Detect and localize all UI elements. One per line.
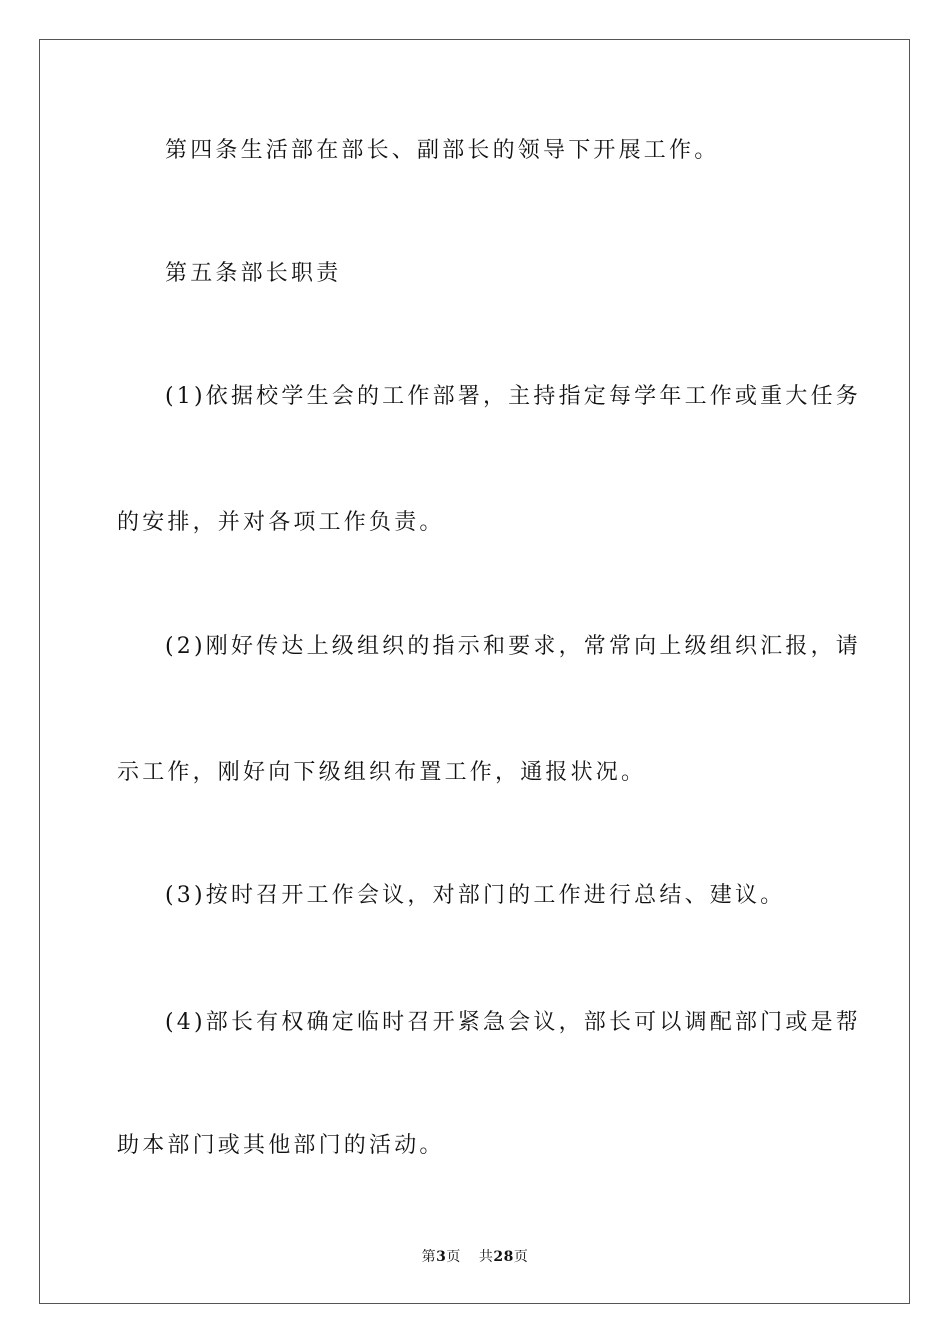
duty-2-line-2: 示工作，刚好向下级组织布置工作，通报状况。 xyxy=(117,760,647,785)
article-4-text: 第四条生活部在部长、副部长的领导下开展工作。 xyxy=(165,138,720,163)
total-suffix: 页 xyxy=(513,1249,529,1265)
page-number: 3 xyxy=(436,1249,447,1265)
total-prefix: 共 xyxy=(478,1249,494,1265)
duty-3-text: (3)按时召开工作会议，对部门的工作进行总结、建议。 xyxy=(165,883,786,908)
page-suffix: 页 xyxy=(446,1249,461,1265)
duty-2-line-1: (2)刚好传达上级组织的指示和要求，常常向上级组织汇报，请 xyxy=(165,634,861,659)
page-footer xyxy=(0,1247,950,1267)
page-prefix: 第 xyxy=(421,1249,437,1265)
total-pages: 28 xyxy=(493,1249,514,1265)
duty-1-line-2: 的安排，并对各项工作负责。 xyxy=(117,510,445,535)
article-5-heading: 第五条部长职责 xyxy=(165,261,342,286)
duty-4-line-1: (4)部长有权确定临时召开紧急会议，部长可以调配部门或是帮 xyxy=(165,1010,861,1035)
duty-1-line-1: (1)依据校学生会的工作部署，主持指定每学年工作或重大任务 xyxy=(165,384,861,409)
page-border xyxy=(39,39,910,1304)
duty-4-line-2: 助本部门或其他部门的活动。 xyxy=(117,1133,445,1158)
